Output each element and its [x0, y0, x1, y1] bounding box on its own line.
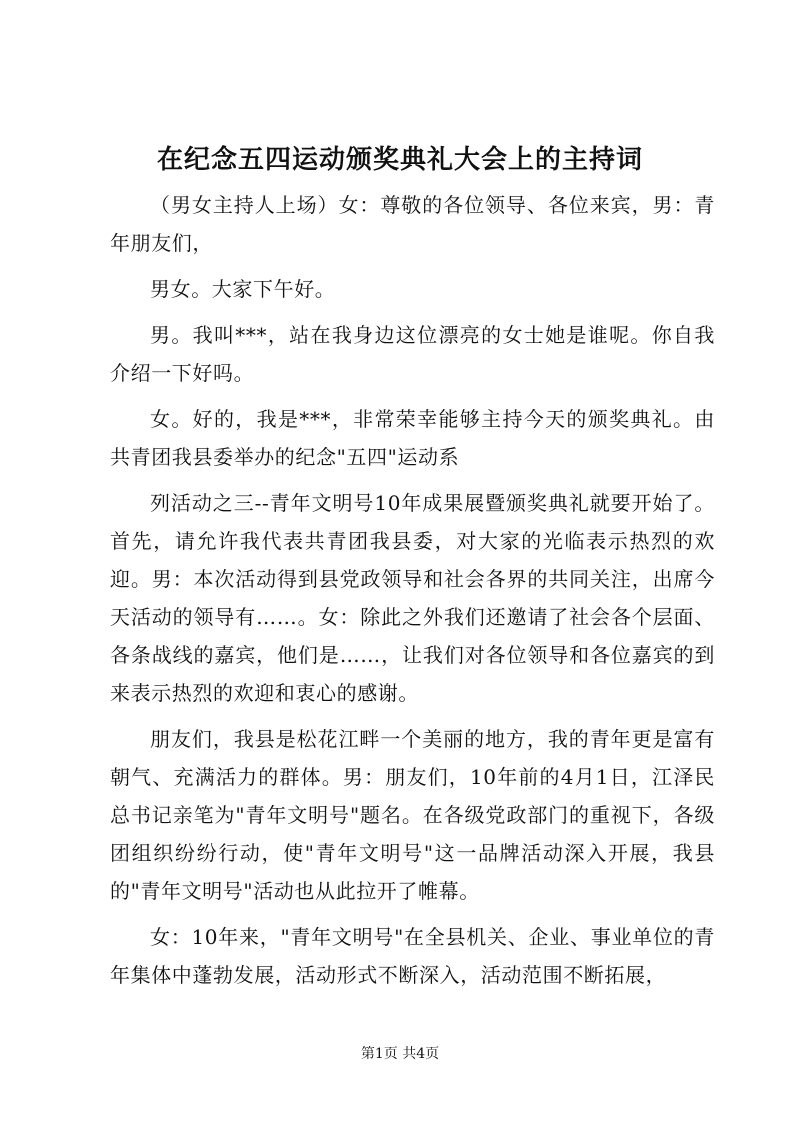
- paragraph-greeting: 男女。大家下午好。: [150, 277, 336, 301]
- paragraph-ceremony-opening: 列活动之三--青年文明号10年成果展暨颁奖典礼就要开始了。首先，请允许我代表共青团我县委，对大家的光临表示热烈的欢迎。男：本次活动得到县党政领导和社会各界的共同关注，出席今天活动的领导有……。女：除此之外我们还邀请了社会各个层面、各条战线的嘉宾，他们是……，让我们对各位领导和各位嘉宾的到来表示热烈的欢迎和衷心的感谢。: [110, 491, 715, 705]
- document-body: [110, 186, 715, 1002]
- paragraph-female-intro: 女。好的，我是***，非常荣幸能够主持今天的颁奖典礼。由共青团我县委举办的纪念"五四"运动系: [110, 407, 715, 469]
- page-title: 在纪念五四运动颁奖典礼大会上的主持词: [156, 145, 643, 175]
- paragraph-host-entrance: （男女主持人上场）女：尊敬的各位领导、各位来宾，男：青年朋友们，: [110, 193, 715, 255]
- paragraph-male-intro: 男。我叫***，站在我身边这位漂亮的女士她是谁呢。你自我介绍一下好吗。: [110, 323, 715, 385]
- paragraph-development: 女：10年来，"青年文明号"在全县机关、企业、事业单位的青年集体中蓬勃发展，活动形式不断深入，活动范围不断拓展，: [110, 925, 715, 987]
- page-number-footer: 第1页 共4页: [360, 1046, 440, 1062]
- paragraph-history: 朋友们，我县是松花江畔一个美丽的地方，我的青年更是富有朝气、充满活力的群体。男：朋友们，10年前的4月1日，江泽民总书记亲笔为"青年文明号"题名。在各级党政部门的重视下，各级团组织纷纷行动，使"青年文明号"这一品牌活动深入开展，我县的"青年文明号"活动也从此拉开了帷幕。: [110, 727, 715, 903]
